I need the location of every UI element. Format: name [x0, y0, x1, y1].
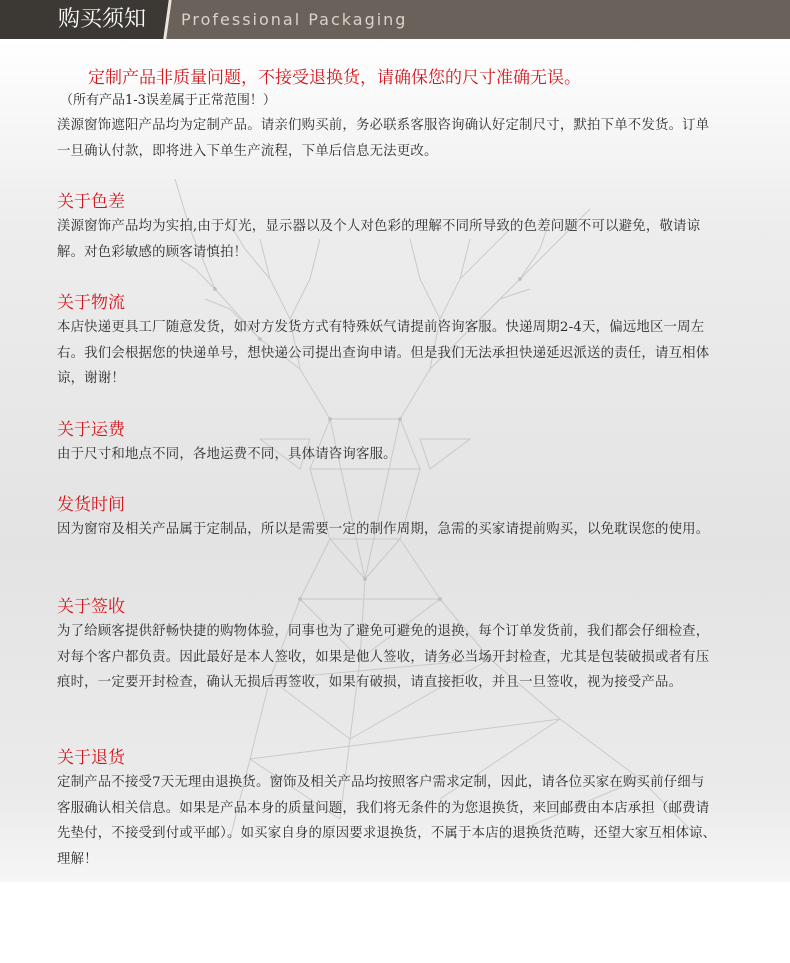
section-text: 为了给顾客提供舒畅快捷的购物体验，同事也为了避免可避免的退换，每个订单发货前，我们都会仔细检查，对每个客户都负责。因此最好是本人签收，如果是他人签收，请务必当场开封检查，尤其是包装破损或者有压痕时，一定要开封检查，确认无损后再签收，如果有破损，请直接拒收，并且一旦签收，视为接受产品。 [57, 624, 710, 690]
section-returns [57, 746, 717, 872]
section-shipping-fee [57, 418, 717, 468]
notice-main: 定制产品非质量问题，不接受退换货，请确保您的尺寸准确无误。 [88, 68, 581, 88]
section-title: 发货时间 [57, 495, 125, 515]
notice-sub: （所有产品1-3误差属于正常范围！） [60, 93, 276, 108]
section-title: 关于物流 [57, 293, 125, 313]
section-text: 定制产品不接受7天无理由退换货。窗饰及相关产品均按照客户需求定制，因此，请各位买家在购买前仔细与客服确认相关信息。如果是产品本身的质量问题，我们将无条件的为您退换货，来回邮费由本店承担（邮费请先垫付，不接受到付或平邮）。如买家自身的原因要求退换货，不属于本店的退换货范畴，还望大家互相体谅、理解！ [57, 775, 717, 867]
section-title: 关于色差 [57, 192, 125, 212]
section-logistics [57, 291, 717, 392]
intro-block [57, 113, 717, 164]
section-text: 由于尺寸和地点不同，各地运费不同，具体请咨询客服。 [57, 447, 397, 462]
content-area [0, 39, 790, 882]
section-title: 关于退货 [57, 748, 125, 768]
header-title: 购买须知 [58, 7, 147, 32]
header-banner [0, 0, 790, 39]
intro-text: 渼源窗饰遮阳产品均为定制产品。请亲们购买前，务必联系客服咨询确认好定制尺寸，默拍下单不发货。订单一旦确认付款，即将进入下单生产流程，下单后信息无法更改。 [57, 118, 710, 159]
section-text: 本店快递更具工厂随意发货，如对方发货方式有特殊妖气请提前咨询客服。快递周期2-4天，偏远地区一周左右。我们会根据您的快递单号，想快递公司提出查询申请。但是我们无法承担快递延迟派送的责任，请互相体谅，谢谢！ [57, 320, 710, 386]
section-color-difference [57, 190, 717, 265]
section-title: 关于运费 [57, 420, 125, 440]
section-signing [57, 595, 717, 696]
section-text: 因为窗帘及相关产品属于定制品，所以是需要一定的制作周期，急需的买家请提前购买，以免耽误您的使用。 [57, 522, 710, 537]
section-title: 关于签收 [57, 597, 125, 617]
section-delivery-time [57, 493, 717, 543]
header-subtitle: Professional Packaging [181, 10, 408, 29]
section-text: 渼源窗饰产品均为实拍,由于灯光，显示器以及个人对色彩的理解不同所导致的色差问题不可以避免，敬请谅解。对色彩敏感的顾客请慎拍！ [57, 219, 701, 260]
footer-space [0, 882, 790, 963]
